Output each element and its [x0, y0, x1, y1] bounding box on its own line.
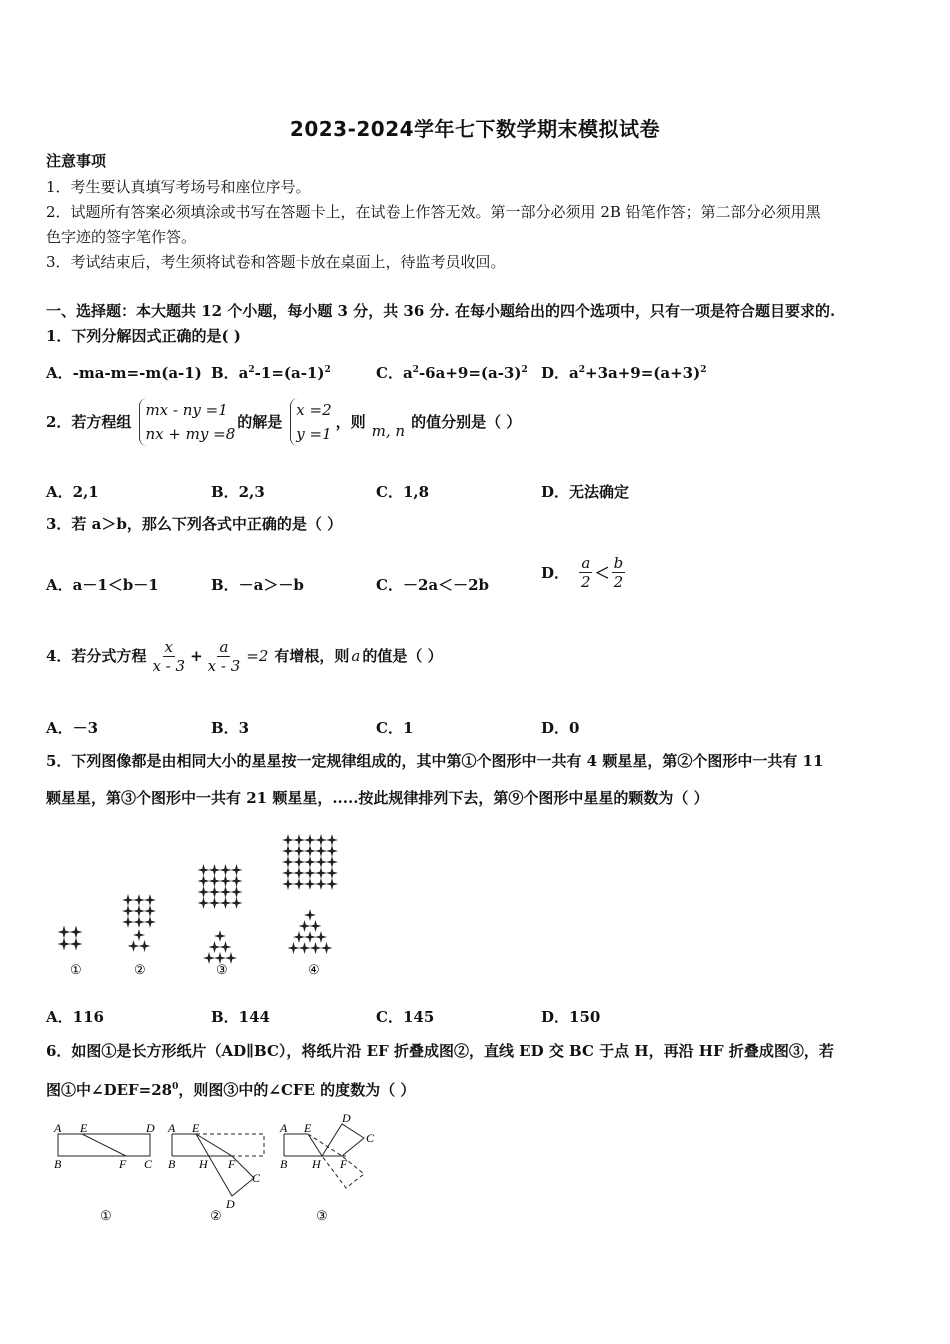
star-icon — [198, 875, 210, 887]
star-icon — [304, 845, 316, 857]
fig3-point-f: F — [340, 1157, 348, 1171]
star-icon — [310, 942, 322, 954]
page-title: 2023-2024学年七下数学期末模拟试卷 — [289, 117, 661, 141]
star-icon — [326, 856, 338, 868]
q4-option-c[interactable]: C．1 — [376, 719, 414, 737]
star-icon — [304, 856, 316, 868]
q5-figure-label-3: ③ — [216, 962, 228, 977]
star-icon — [122, 905, 134, 917]
fig2-point-f: F — [228, 1157, 236, 1171]
q5-figure-label-4: ④ — [308, 962, 320, 977]
q1-stem: 1．下列分解因式正确的是( ) — [46, 327, 241, 345]
star-icon — [144, 916, 156, 928]
q4-option-a[interactable]: A．－3 — [46, 719, 99, 737]
fig1-point-d: D — [146, 1121, 155, 1135]
q5-figure-3 — [198, 864, 243, 964]
q6-figure-3 — [284, 1124, 364, 1188]
q5-option-d[interactable]: D．150 — [541, 1008, 601, 1026]
star-icon — [70, 938, 83, 951]
q3-option-a[interactable]: A．a－1＜b－1 — [46, 576, 159, 594]
notice-line-3: 3．考试结束后，考生须将试卷和答题卡放在桌面上，待监考员收回。 — [46, 253, 506, 271]
star-icon — [315, 931, 327, 943]
star-icon — [326, 867, 338, 879]
star-icon — [122, 894, 134, 906]
star-icon — [304, 867, 316, 879]
star-icon — [315, 878, 327, 890]
q5-figure-4 — [282, 834, 338, 954]
star-icon — [220, 897, 232, 909]
q5-stem-line-1: 5．下列图像都是由相同大小的星星按一定规律组成的，其中第①个图形中一共有 4 颗星星，第②个图形中一共有 11 — [46, 752, 824, 770]
star-icon — [288, 942, 300, 954]
q5-figure-2 — [122, 894, 156, 952]
fig2-point-b: B — [168, 1157, 176, 1171]
star-icon — [198, 864, 210, 876]
star-icon — [214, 930, 226, 942]
star-icon — [315, 867, 327, 879]
fig2-point-c: C — [252, 1171, 261, 1185]
star-icon — [321, 942, 333, 954]
q6-stem-line-2: 图①中$\angle DEF=28^0$，则图③中的∠CFE 的度数为（ ） — [46, 1081, 416, 1099]
star-icon — [203, 952, 215, 964]
section-heading: 一、选择题：本大题共 12 个小题，每小题 3 分，共 36 分. 在每小题给出的四个选项中，只有一项是符合题目要求的. — [46, 302, 836, 320]
q4-option-d[interactable]: D．0 — [541, 719, 580, 737]
q3-option-c[interactable]: C．－2a＜－2b — [376, 576, 490, 594]
q5-option-b[interactable]: B．144 — [211, 1008, 270, 1026]
star-icon — [231, 897, 243, 909]
star-icon — [315, 845, 327, 857]
star-icon — [293, 878, 305, 890]
q6-figure-label-1: ① — [100, 1208, 112, 1223]
star-icon — [198, 897, 210, 909]
fig1-crease-ef — [82, 1134, 126, 1156]
fig2-point-h: H — [199, 1157, 208, 1171]
star-icon — [293, 856, 305, 868]
star-icon — [133, 916, 145, 928]
fig1-point-a: A — [54, 1121, 62, 1135]
star-icon — [128, 940, 140, 952]
star-icon — [315, 834, 327, 846]
star-icon — [209, 941, 221, 953]
star-icon — [326, 845, 338, 857]
q1-option-d[interactable]: D．$a^2+3a+9=(a+3)^2$ — [541, 364, 707, 382]
q6-figure-2 — [172, 1134, 264, 1196]
star-icon — [304, 878, 316, 890]
q2-option-d[interactable]: D．无法确定 — [541, 483, 630, 501]
star-icon — [304, 931, 316, 943]
star-icon — [70, 926, 83, 939]
q1-option-a[interactable]: A．-ma-m=-m(a-1) — [46, 364, 202, 382]
star-icon — [122, 916, 134, 928]
star-icon — [293, 834, 305, 846]
q4-stem: 4．若分式方程 $\frac{x}{x - 3}$ + $\frac{a}{x - 3}$ =2 有增根，则 a 的值是（ ） — [46, 637, 443, 675]
q4-option-b[interactable]: B．3 — [211, 719, 250, 737]
fig1-point-f: F — [119, 1157, 127, 1171]
star-icon — [293, 845, 305, 857]
star-icon — [231, 875, 243, 887]
q5-figure-1 — [58, 926, 83, 951]
star-icon — [231, 886, 243, 898]
fig2-point-a: A — [168, 1121, 176, 1135]
fig1-point-b: B — [54, 1157, 62, 1171]
star-icon — [282, 867, 294, 879]
notice-line-1: 1．考生要认真填写考场号和座位序号。 — [46, 178, 311, 196]
q1-option-c[interactable]: C．$a^2-6a+9=(a-3)^2$ — [376, 364, 528, 382]
star-icon — [293, 867, 305, 879]
q2-option-c[interactable]: C．1,8 — [376, 483, 430, 501]
q5-figure-label-2: ② — [134, 962, 146, 977]
q2-option-b[interactable]: B．2,3 — [211, 483, 265, 501]
star-icon — [310, 920, 322, 932]
q1-option-b[interactable]: B．$a^2-1=(a-1)^2$ — [211, 364, 331, 382]
star-icon — [231, 864, 243, 876]
fig1-point-c: C — [144, 1157, 153, 1171]
fig3-point-c: C — [366, 1131, 375, 1145]
q2-equation-system: mx - ny =1 nx + my =8 — [139, 398, 235, 446]
star-icon — [139, 940, 151, 952]
fig3-point-e: E — [304, 1121, 312, 1135]
star-icon — [282, 878, 294, 890]
fig3-point-d: D — [342, 1112, 351, 1125]
q6-fold-figures — [46, 1112, 396, 1227]
q3-stem: 3．若 a＞b，那么下列各式中正确的是（ ） — [46, 515, 343, 533]
star-icon — [293, 931, 305, 943]
star-icon — [299, 942, 311, 954]
star-icon — [144, 894, 156, 906]
q5-stem-line-2: 颗星星，第③个图形中一共有 21 颗星星，.....按此规律排列下去，第⑨个图形中星星的颗数为（ ） — [46, 789, 709, 807]
q2-solution-system: x =2 y =1 — [290, 398, 331, 446]
star-icon — [220, 875, 232, 887]
star-icon — [299, 920, 311, 932]
star-icon — [144, 905, 156, 917]
fig3-point-h: H — [312, 1157, 321, 1171]
q6-figure-label-2: ② — [210, 1208, 222, 1223]
notice-line-2b: 色字迹的签字笔作答。 — [46, 228, 197, 246]
star-icon — [220, 886, 232, 898]
q3-option-b[interactable]: B．－a＞－b — [211, 576, 304, 594]
q3-option-d[interactable]: D． $\frac{a}{2}$ ＜ $\frac{b}{2}$ — [541, 553, 624, 591]
star-icon — [304, 834, 316, 846]
fig2-point-e: E — [192, 1121, 200, 1135]
notice-heading: 注意事项 — [46, 152, 107, 170]
fig2-point-d: D — [226, 1197, 235, 1211]
q5-figure-label-1: ① — [70, 962, 82, 977]
star-icon — [282, 856, 294, 868]
star-icon — [315, 856, 327, 868]
fig3-point-a: A — [280, 1121, 288, 1135]
fig1-point-e: E — [80, 1121, 88, 1135]
q2-stem: 2．若方程组 mx - ny =1 nx + my =8 的解是 x =2 y =1 ，则 m, n 的值分别是（ ） — [46, 394, 521, 450]
star-icon — [133, 905, 145, 917]
q5-star-figures — [46, 822, 366, 982]
fig3-point-b: B — [280, 1157, 288, 1171]
star-icon — [209, 886, 221, 898]
star-icon — [133, 929, 145, 941]
star-icon — [282, 845, 294, 857]
star-icon — [209, 897, 221, 909]
notice-line-2a: 2．试题所有答案必须填涂或书写在答题卡上，在试卷上作答无效。第一部分必须用 2B 铅笔作答；第二部分必须用黑 — [46, 203, 821, 221]
star-icon — [282, 834, 294, 846]
q5-option-a[interactable]: A．116 — [46, 1008, 104, 1026]
star-icon — [209, 875, 221, 887]
star-icon — [304, 909, 316, 921]
star-icon — [326, 878, 338, 890]
q5-option-c[interactable]: C．145 — [376, 1008, 435, 1026]
star-icon — [58, 938, 71, 951]
q6-stem-line-1: 6．如图①是长方形纸片（AD∥BC），将纸片沿 EF 折叠成图②，直线 ED 交 BC 于点 H，再沿 HF 折叠成图③，若 — [46, 1042, 834, 1060]
star-icon — [220, 864, 232, 876]
q6-figure-label-3: ③ — [316, 1208, 328, 1223]
star-icon — [198, 886, 210, 898]
star-icon — [209, 864, 221, 876]
star-icon — [58, 926, 71, 939]
star-icon — [326, 834, 338, 846]
q2-option-a[interactable]: A．2,1 — [46, 483, 99, 501]
star-icon — [220, 941, 232, 953]
star-icon — [133, 894, 145, 906]
